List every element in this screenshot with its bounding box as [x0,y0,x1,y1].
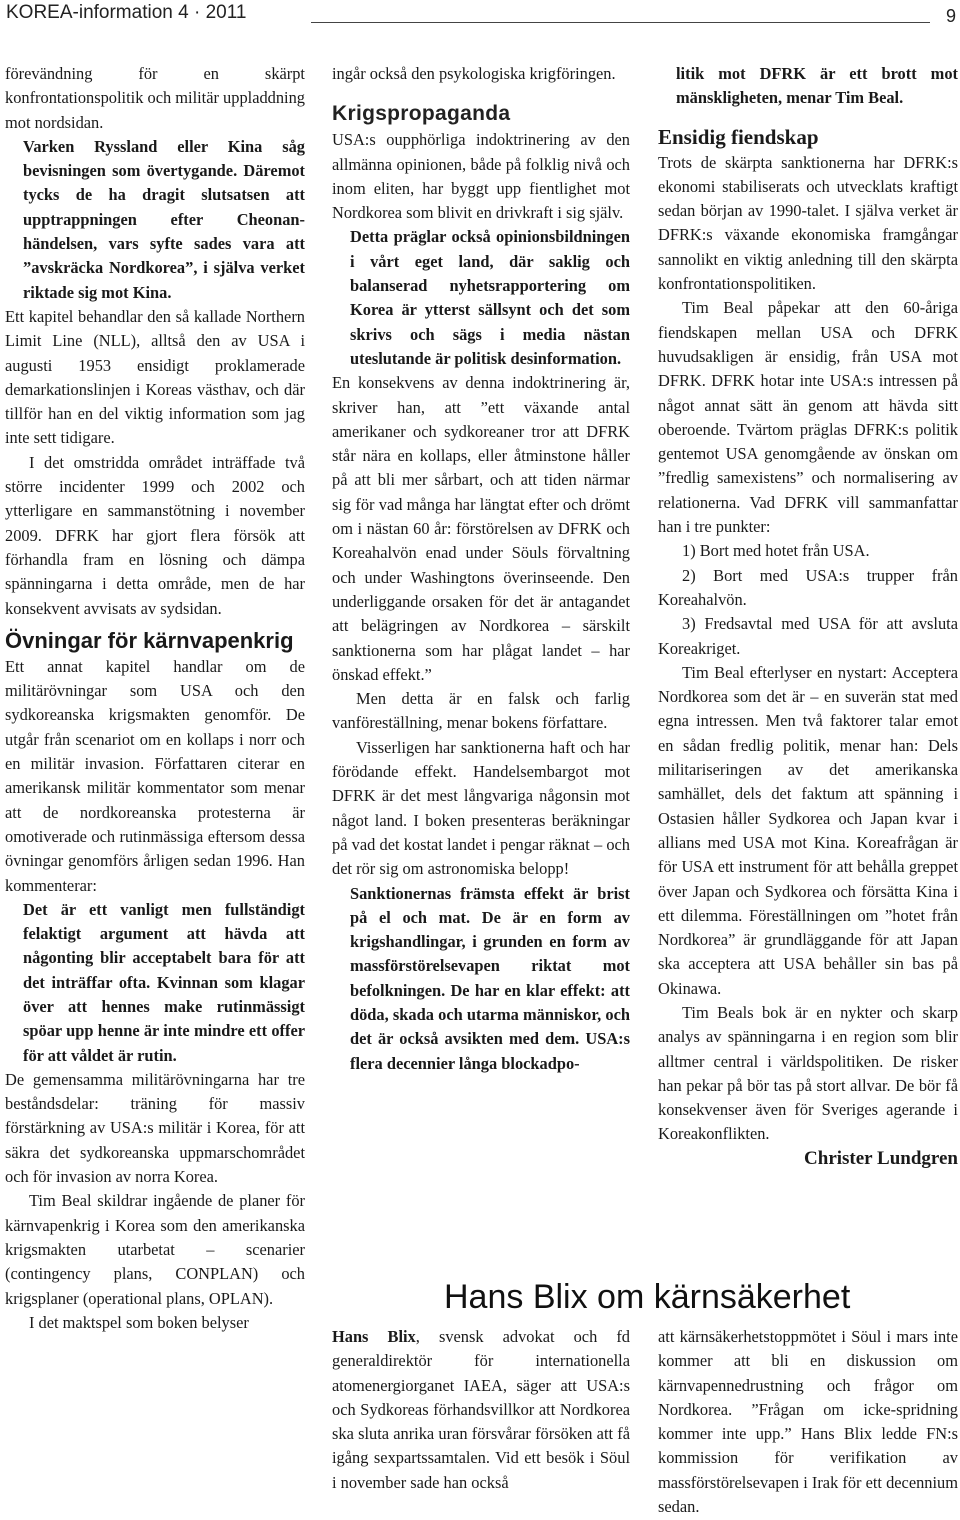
publication-title: KOREA-information 4 · 2011 [6,2,247,23]
lead-text: , svensk advokat och fd generaldirektör för internationella atomenergiorganet IAEA, säger att USA:s och Sydkoreas förhandsvillkor att Nordkorea ska sluta anrika uran försvårar försöken att få igång sexpartssamtalen. Vid ett besök i Söul i november sade han också [332,1327,631,1492]
header-rule [311,22,930,23]
section-heading: Ensidig fiendskap [658,124,819,149]
column-2 [332,62,630,1076]
author-signature: Christer Lundgren [804,1147,958,1169]
list-item: 3) Fredsavtal med USA för att avsluta Koreakriget. [658,614,958,658]
paragraph: Visserligen har sanktionerna haft och har förödande effekt. Handelsembargot mot DFRK är det mest långvariga någonsin mot något land. I boken presenteras beräkningar på vad det kostat landet i pengar räknat – och det rör sig om astronomiska belopp! [332,737,630,879]
paragraph: Men detta är en falsk och farlig vanföreställning, menar bokens författare. [332,689,630,733]
pull-quote: Detta präglar också opinionsbildningen i vårt eget land, där saklig och balanserad nyhetsrapportering om Korea är ytterst sällsynt och det som skrivs och sägs i media nästan uteslutande är politisk desinformation. [350,227,630,368]
paragraph: En konsekvens av denna indoktrinering är, skriver han, att ”ett växande antal amerikaner och sydkoreaner tror att DFRK står nära en kollaps, eller åtminstone håller på att bli mer sårbart, och att tiden närmar sig för vad många har längtat efter och drömt om i nästan 60 år: förstörelsen av DFRK och Koreahalvön enad under Söuls förvaltning och under Washingtons överinseende. Den underliggande orsaken för det är antagandet att belägringen av Nordkorea – särskilt sanktionerna som har plågat landet – har önskad effekt.” [332,373,630,684]
paragraph: De gemensamma militärövningarna har tre beståndsdelar: träning för massiv förstärkning av USA:s militär i Korea, för att säkra det sydkoreanska uppmarschområdet och för invasion av norra Korea. [5,1069,305,1187]
column-1 [5,62,305,1335]
pull-quote: Sanktionernas främsta effekt är brist på el och mat. De är en form av krigshandlingar, i grunden en form av massförstörelsevapen riktat mot befolkningen. De har en klar effekt: att döda, skada och utarma människor, och det är också avsikten med dem. USA:s flera decennier långa blockadpo- [350,883,630,1073]
list-item: 1) Bort med hotet från USA. [682,541,870,561]
section-heading: Övningar för kärnvapenkrig [5,627,294,653]
paragraph: I det maktspel som boken belyser [29,1312,249,1332]
article2-column-right [658,1325,958,1519]
paragraph: Ett annat kapitel handlar om de militärövningar som USA och den sydkoreanska krigsmakten genomför. De utgår från scenariot om en kollaps i norr och en militär invasion. Författaren citerar en amerikansk militär kommentator som menar att de nordkoreanska protesterna är omotiverade och rutinmässiga eftersom dessa övningar genomförs årligen sedan 1996. Han kommenterar: [5,656,305,895]
column-3 [658,62,958,1171]
article2-column-left [332,1325,630,1495]
paragraph: Tim Beal efterlyser en nystart: Acceptera Nordkorea som det är – en suverän stat med egna intressen. Men två faktorer talar emot en sådan fredlig politik, menar han: Dels militariseringen av det amerikanska samhället, dels det faktum att spänning i Ostasien håller Sydkorea och Japan kvar i allians med USA mot Kina. Koreafrågan är för USA ett instrument för att behålla greppet över Japan och Sydkorea och försätta Kina i ett dilemma. Föreställningen om ”hotet från Nordkorea” är grundläggande för att Japan ska acceptera att USA behåller sin bas på Okinawa. [658,662,958,998]
paragraph: Tim Beal skildrar ingående de planer för kärnvapenkrig i Korea som den amerikanska krigsmakten utarbetat – scenarier (contingency plans, CONPLAN) och krigsplaner (operational plans, OPLAN). [5,1191,305,1308]
list-item: 2) Bort med USA:s trupper från Koreahalvön. [658,565,958,609]
paragraph [332,1325,630,1495]
pull-quote: Det är ett vanligt men fullständigt felaktigt argument att hävda att någonting blir acceptabelt bara för att det inträffar ofta. Kvinnan som klagar över att hennes make rutinmässigt spöar upp henne är inte mindre ett offer för att våldet är rutin. [23,899,305,1065]
paragraph: USA:s oupphörliga indoktrinering av den allmänna opinionen, både på folklig nivå och inom eliten, har byggt upp fientlighet mot Nordkorea som blivit en drivkraft i sig själv. [332,130,630,223]
page-header [6,2,956,28]
lead-name: Hans Blix [332,1327,416,1346]
paragraph: Tim Beals bok är en nykter och skarp analys av spänningarna i en region som blir alltmer central i världspolitiken. De risker han pekar på bör tas på stort allvar. De bör få konsekvenser även för Sveriges agerande i Koreakonflikten. [658,1002,958,1144]
paragraph: Trots de skärpta sanktionerna har DFRK:s ekonomi stabiliserats och utvecklats kraftigt sedan början av 1990-talet. I själva verket är DFRK:s växande ekonomiska framgångar sannolikt en viktig anledning till den skärpta konfrontationspolitiken. [658,152,958,294]
section-heading: Krigspropaganda [332,102,511,126]
paragraph: förevändning för en skärpt konfrontationspolitik och militär uppladdning mot nordsidan. [5,64,306,132]
article-headline: Hans Blix om kärnsäkerhet [444,1278,851,1316]
paragraph: att kärnsäkerhetstoppmötet i Söul i mars inte kommer att bli en diskussion om kärnvapennedrustning och frågor om Nordkorea. ”Frågan om icke-spridning kommer inte upp.” Hans Blix ledde FN:s kommission för verifikation av massförstörelsevapen i Irak för ett decennium sedan. [658,1327,958,1517]
pull-quote: litik mot DFRK är ett brott mot mänskligheten, menar Tim Beal. [676,64,958,108]
paragraph: ingår också den psykologiska krigföringen. [332,64,616,83]
paragraph: Ett kapitel behandlar den så kallade Northern Limit Line (NLL), alltså den av USA i augusti 1953 ensidigt proklamerade demarkationslinjen i Koreas västhav, och där tillför han en del viktig information som jag inte sett tidigare. [5,306,305,448]
paragraph: Tim Beal påpekar att den 60-åriga fiendskapen mellan USA och DFRK huvudsakligen är ensidig, från USA mot DFRK. DFRK hotar inte USA:s intressen på något annat sätt än genom att hävda sitt oberoende. Tvärtom präglas DFRK:s politik gentemot USA genomgående av önskan om ”fredlig samexistens” och normalisering av relationerna. Vad DFRK vill sammanfattar han i tre punkter: [658,298,958,537]
page-number: 9 [945,6,956,26]
paragraph: I det omstridda området inträffade två större incidenter 1999 och 2002 och ytterligare en sammanstötning i november 2009. DFRK har gjort flera försök att förhandla fram en lösning och dämpa spänningarna i detta område, men de har konsekvent avvisats av sydsidan. [5,452,305,618]
pull-quote: Varken Ryssland eller Kina såg bevisningen som övertygande. Däremot tycks de ha dragit slutsatsen att upptrappningen efter Cheonan-händelsen, vars syfte sades vara att ”avskräcka Nordkorea”, i själva verket riktade sig mot Kina. [23,136,305,302]
